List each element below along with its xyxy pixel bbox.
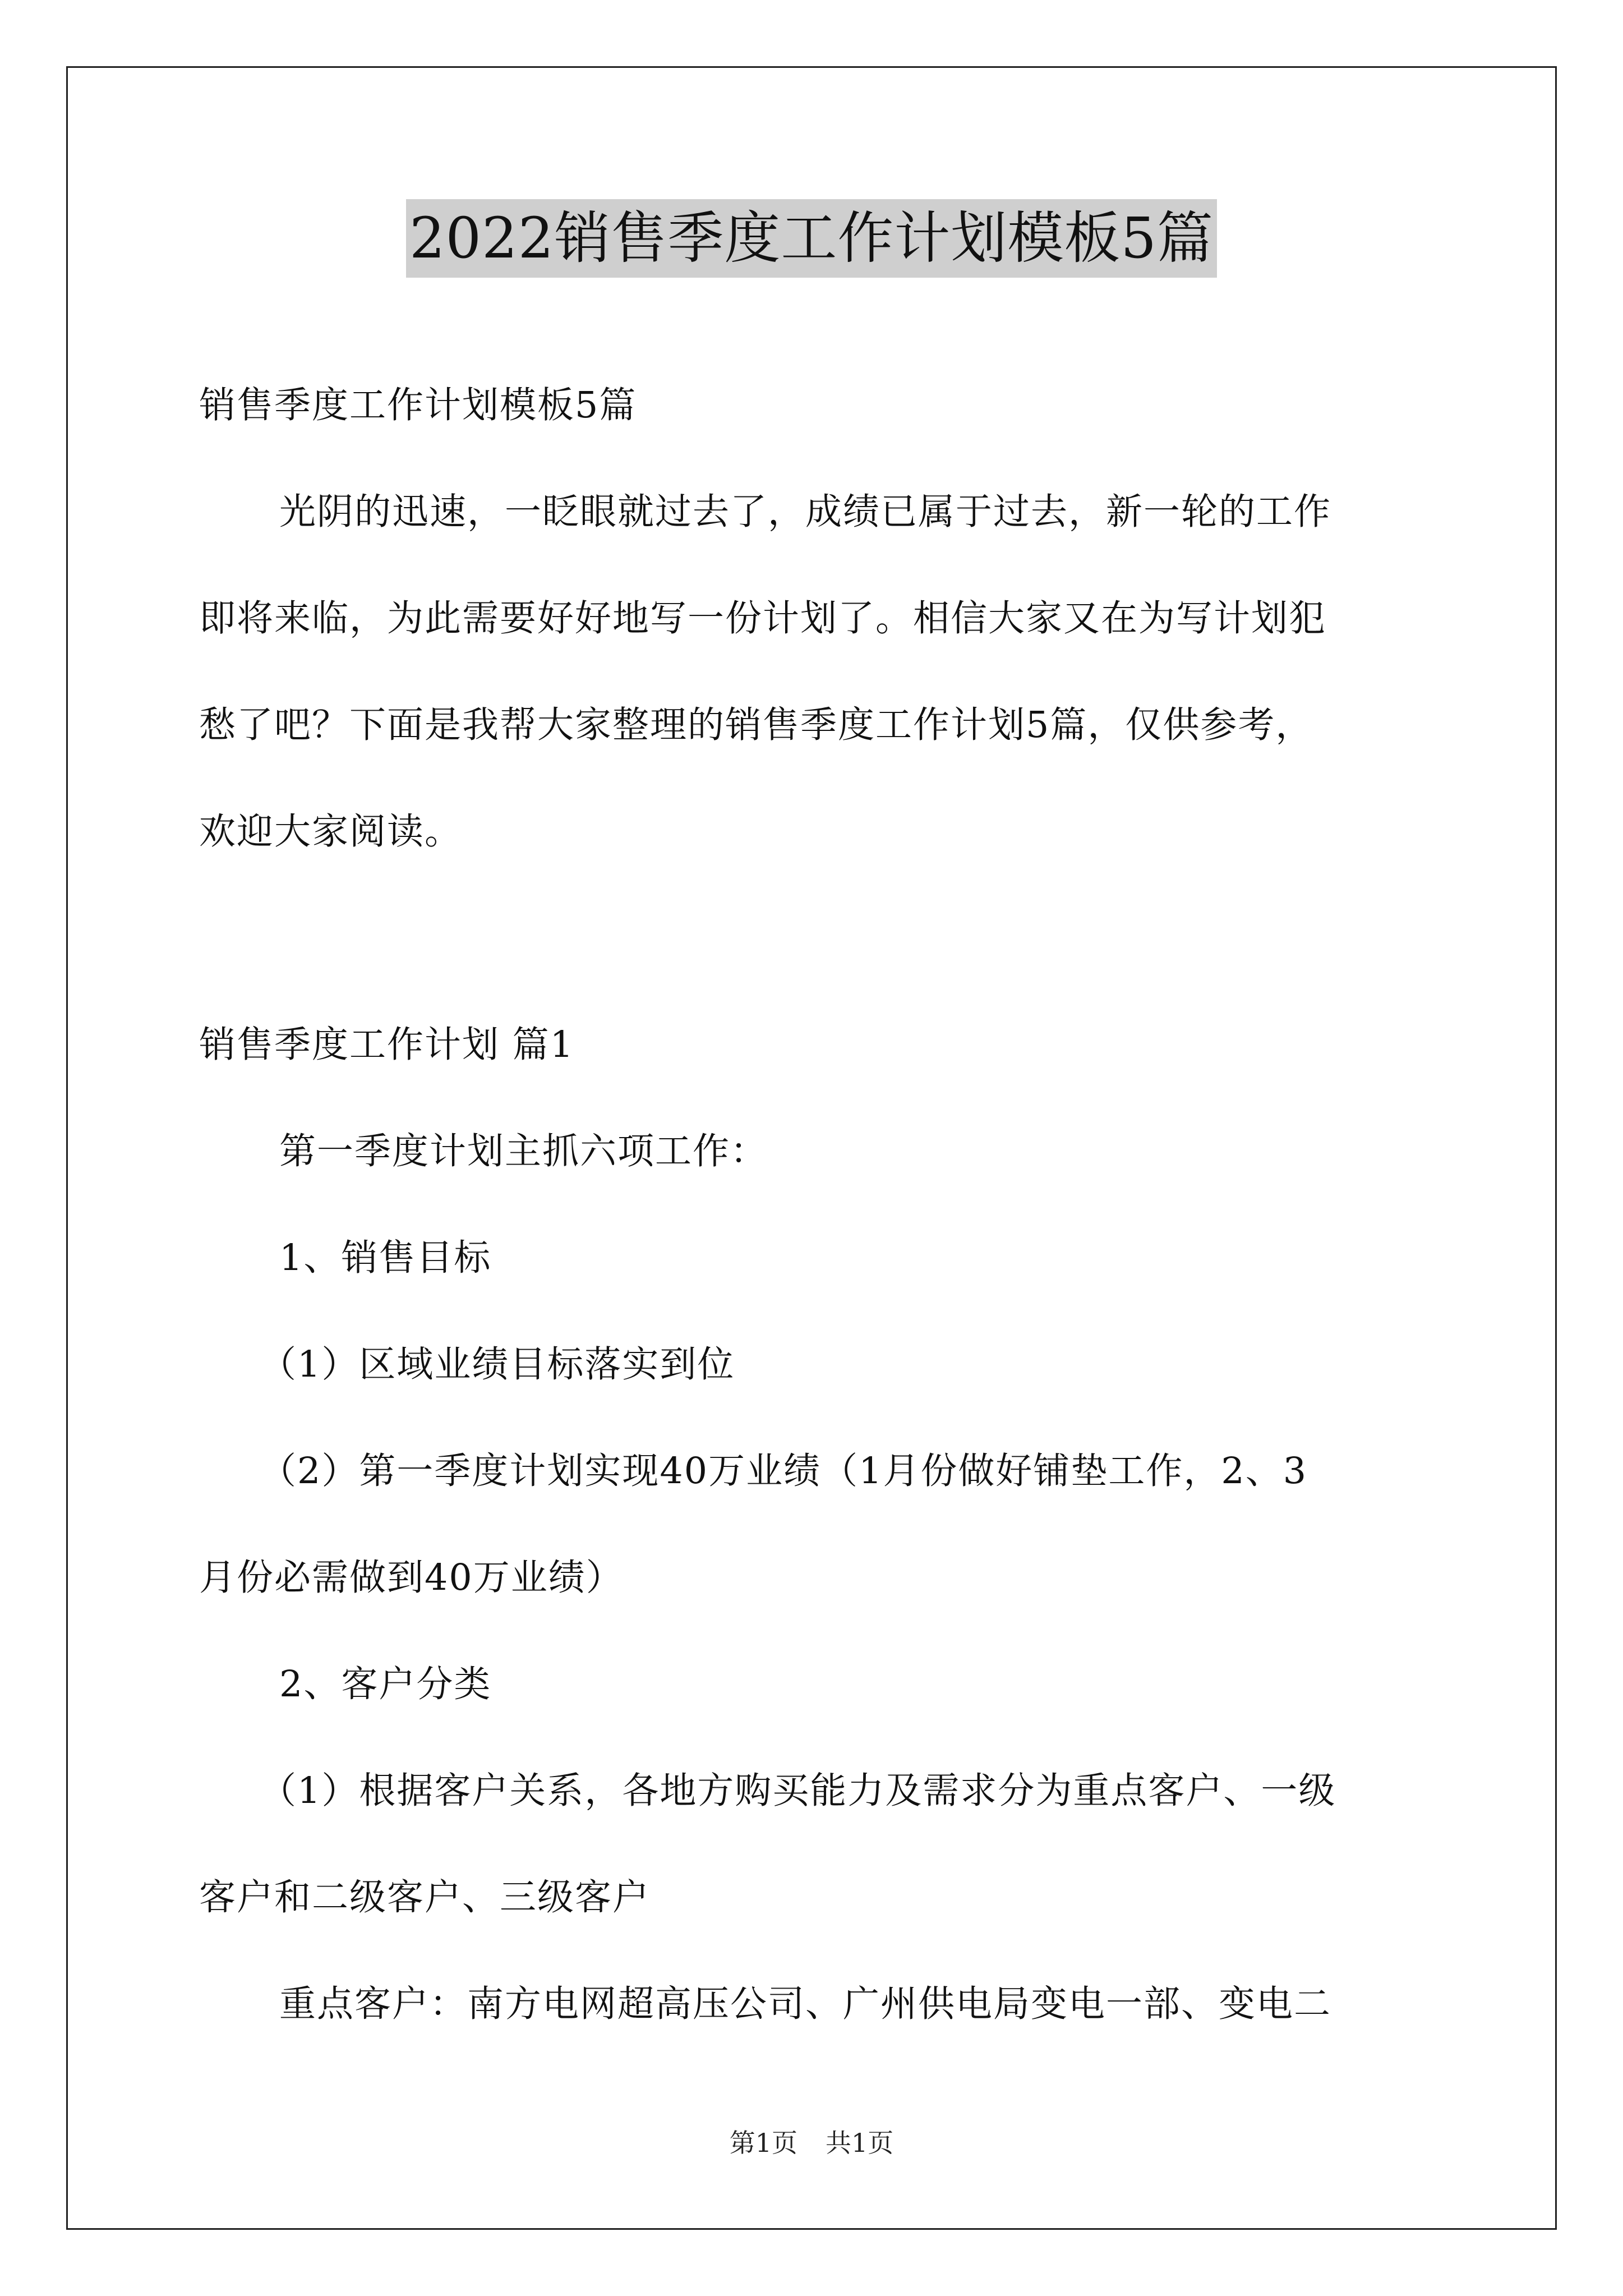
document-title: 2022销售季度工作计划模板5篇: [406, 199, 1217, 278]
list-subitem: （1）根据客户关系，各地方购买能力及需求分为重点客户、一级: [260, 1770, 1336, 1812]
page-total: 共1页: [826, 2128, 894, 2158]
intro-line-4: 欢迎大家阅读。: [199, 811, 463, 853]
document-body: [199, 352, 1427, 2058]
intro-line-3: 愁了吧？下面是我帮大家整理的销售季度工作计划5篇，仅供参考，: [199, 704, 1313, 746]
paragraph: 重点客户：南方电网超高压公司、广州供电局变电一部、变电二: [279, 1983, 1332, 2025]
list-item-heading: 2、客户分类: [279, 1663, 492, 1705]
intro-line-2: 即将来临，为此需要好好地写一份计划了。相信大家又在为写计划犯: [199, 597, 1327, 639]
list-subitem: （1）区域业绩目标落实到位: [260, 1343, 735, 1386]
section-spacer: [199, 885, 1427, 992]
paragraph: 第一季度计划主抓六项工作：: [279, 1130, 768, 1172]
subtitle: 销售季度工作计划模板5篇: [199, 384, 637, 426]
list-item-heading: 1、销售目标: [279, 1237, 492, 1279]
title-container: [0, 199, 1623, 278]
list-subitem: （2）第一季度计划实现40万业绩（1月份做好铺垫工作，2、3: [260, 1450, 1308, 1492]
section-heading: 销售季度工作计划 篇1: [199, 1024, 575, 1066]
page-footer: [0, 2126, 1623, 2160]
list-subitem-continued: 月份必需做到40万业绩）: [199, 1557, 624, 1599]
list-subitem-continued: 客户和二级客户、三级客户: [199, 1876, 651, 1918]
page-number: 第1页: [729, 2128, 797, 2158]
intro-line-1: 光阴的迅速，一眨眼就过去了，成绩已属于过去，新一轮的工作: [279, 491, 1332, 533]
